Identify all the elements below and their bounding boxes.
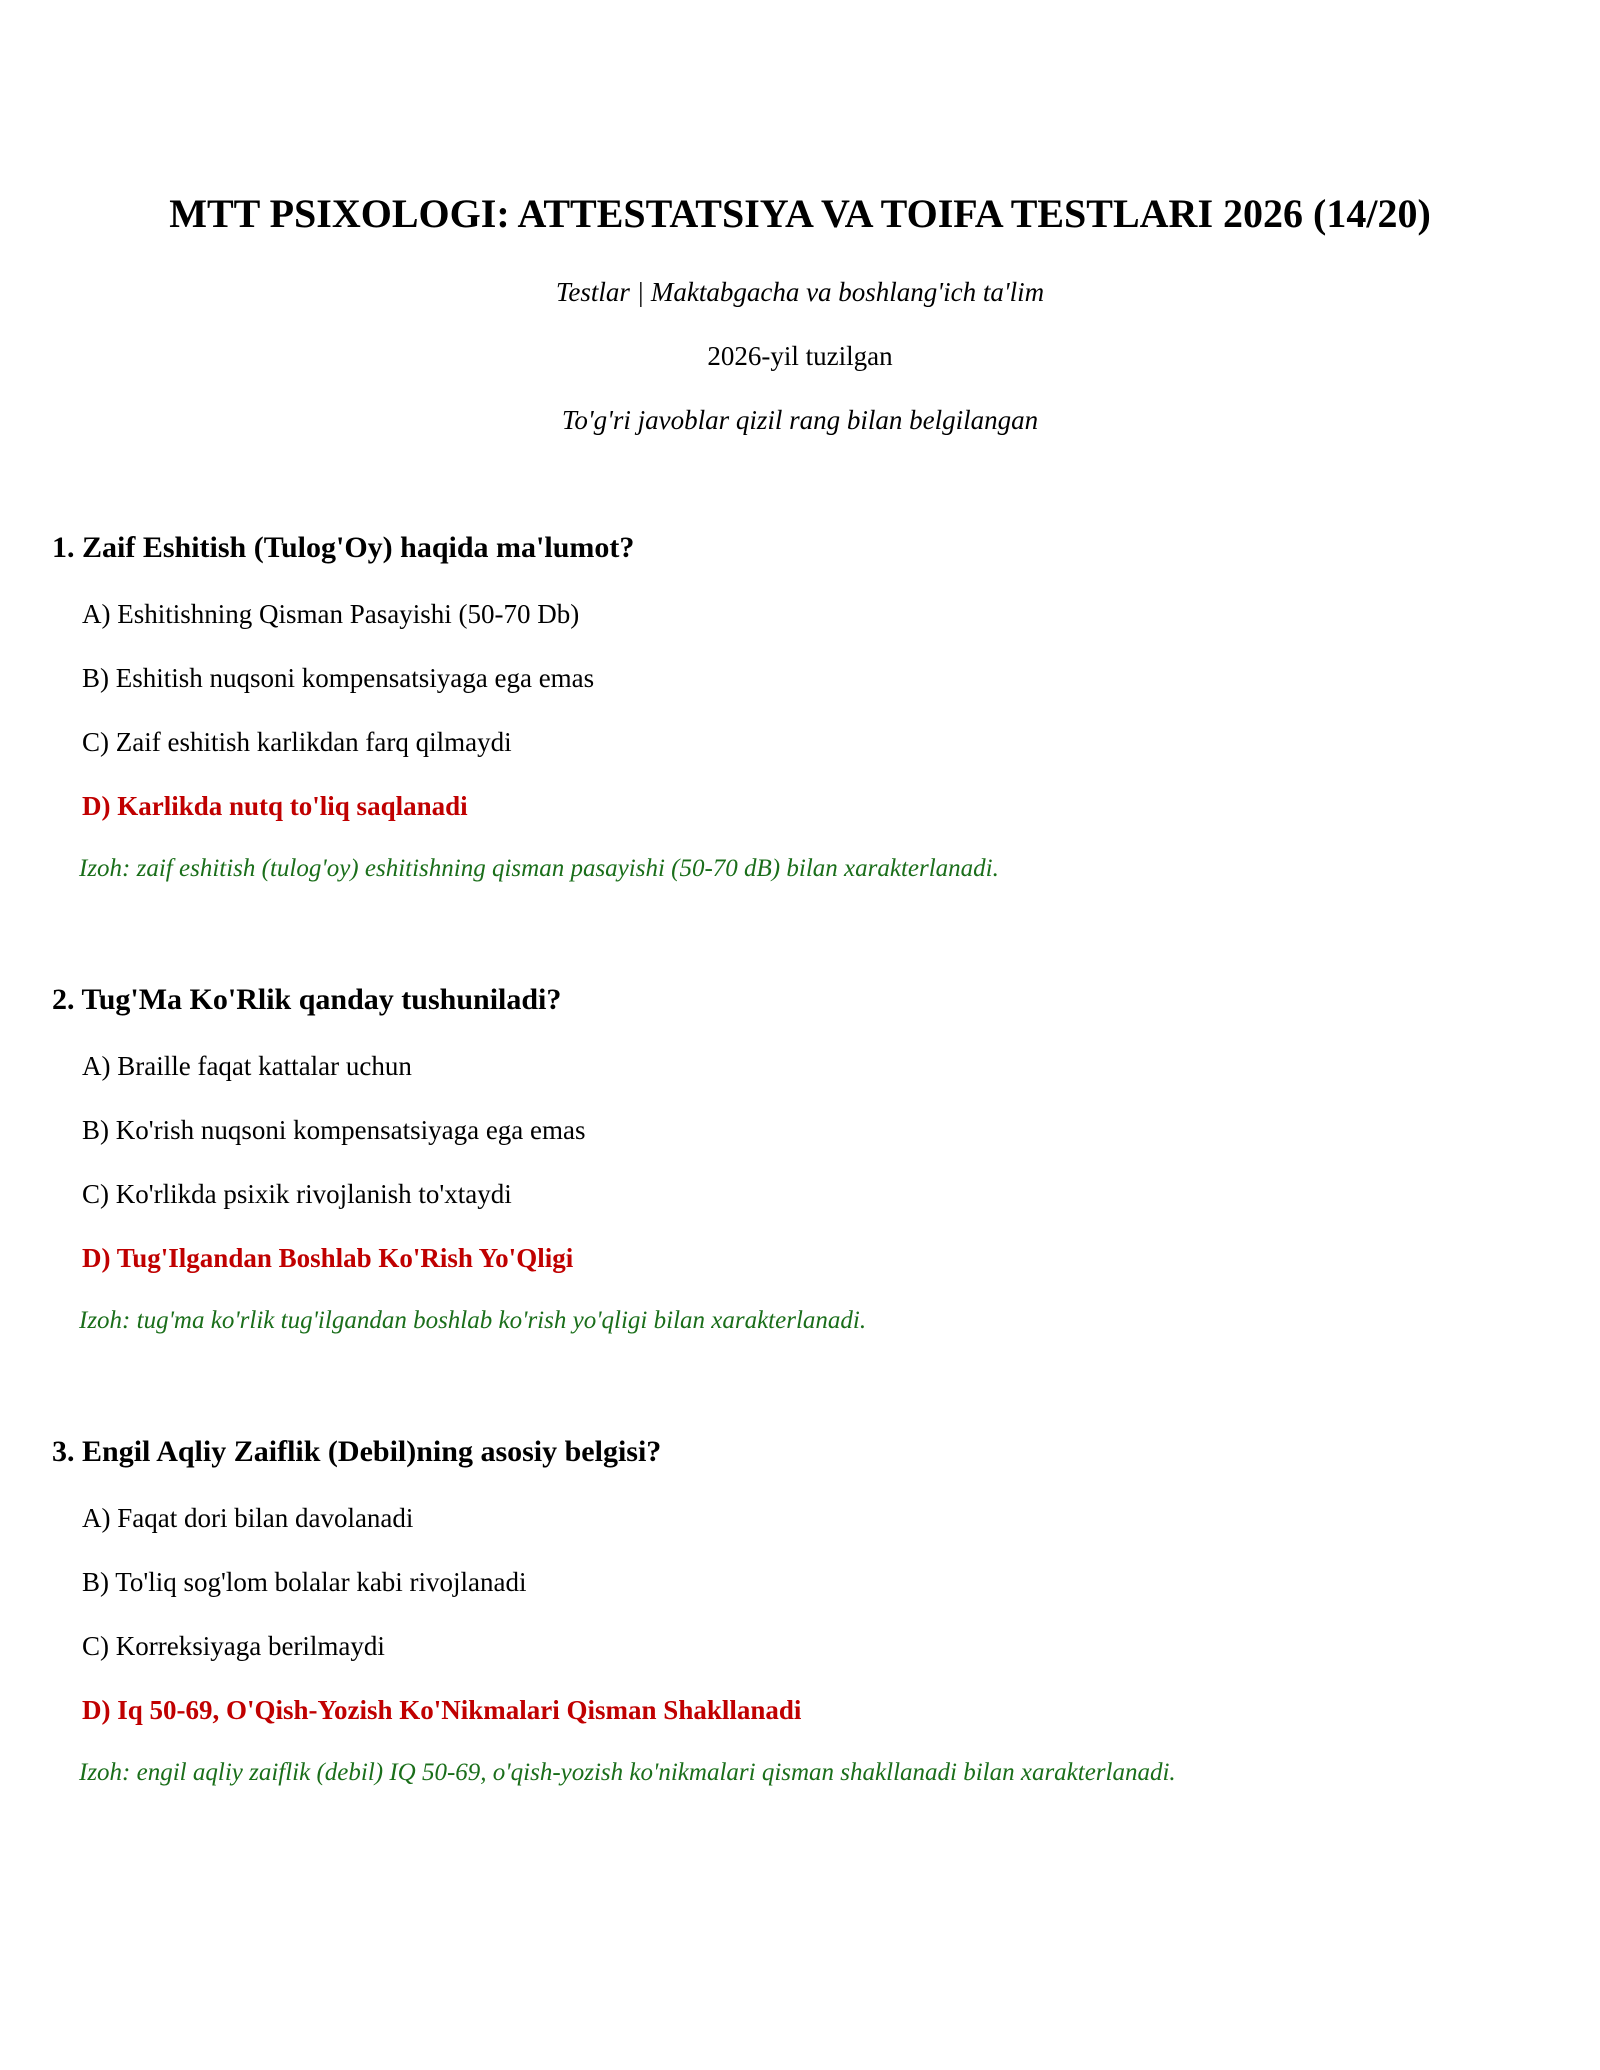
document-title: MTT PSIXOLOGI: ATTESTATSIYA VA TOIFA TESTLARI 2026 (14/20) [169, 191, 1431, 236]
question-block [52, 1434, 1552, 1788]
answer-option-b: B) To'liq sog'lom bolalar kabi rivojlanadi [82, 1567, 527, 1597]
answer-option-d-correct: D) Tug'Ilgandan Boshlab Ko'Rish Yo'Qligi [82, 1243, 574, 1273]
question-block [52, 530, 1552, 884]
question-text: 3. Engil Aqliy Zaiflik (Debil)ning asosiy belgisi? [52, 1435, 662, 1468]
answer-option-d-correct: D) Iq 50-69, O'Qish-Yozish Ko'Nikmalari Qisman Shakllanadi [82, 1695, 802, 1725]
answer-option-d-correct: D) Karlikda nutq to'liq saqlanadi [82, 791, 468, 821]
answer-explanation: Izoh: zaif eshitish (tulog'oy) eshitishning qisman pasayishi (50-70 dB) bilan xarakterlanadi. [79, 855, 999, 882]
document-subtitle: Testlar | Maktabgacha va boshlang'ich ta'lim [555, 277, 1045, 307]
answer-option-c: C) Korreksiyaga berilmaydi [82, 1631, 385, 1661]
answer-option-b: B) Ko'rish nuqsoni kompensatsiyaga ega emas [82, 1115, 586, 1145]
document-date: 2026-yil tuzilgan [707, 341, 893, 371]
legend-note: To'g'ri javoblar qizil rang bilan belgilangan [561, 405, 1039, 435]
question-text: 2. Tug'Ma Ko'Rlik qanday tushuniladi? [52, 983, 562, 1016]
answer-option-a: A) Faqat dori bilan davolanadi [82, 1503, 414, 1533]
document-header [0, 190, 1600, 436]
answer-explanation: Izoh: tug'ma ko'rlik tug'ilgandan boshlab ko'rish yo'qligi bilan xarakterlanadi. [79, 1307, 867, 1334]
answer-option-a: A) Braille faqat kattalar uchun [82, 1051, 412, 1081]
answer-option-c: C) Ko'rlikda psixik rivojlanish to'xtaydi [82, 1179, 512, 1209]
answer-option-c: C) Zaif eshitish karlikdan farq qilmaydi [82, 727, 512, 757]
question-block [52, 982, 1552, 1336]
answer-option-b: B) Eshitish nuqsoni kompensatsiyaga ega emas [82, 663, 595, 693]
question-text: 1. Zaif Eshitish (Tulog'Oy) haqida ma'lumot? [52, 531, 635, 564]
answer-explanation: Izoh: engil aqliy zaiflik (debil) IQ 50-69, o'qish-yozish ko'nikmalari qisman shakllanadi bilan xarakterlanadi. [79, 1759, 1176, 1786]
answer-option-a: A) Eshitishning Qisman Pasayishi (50-70 Db) [82, 599, 580, 629]
